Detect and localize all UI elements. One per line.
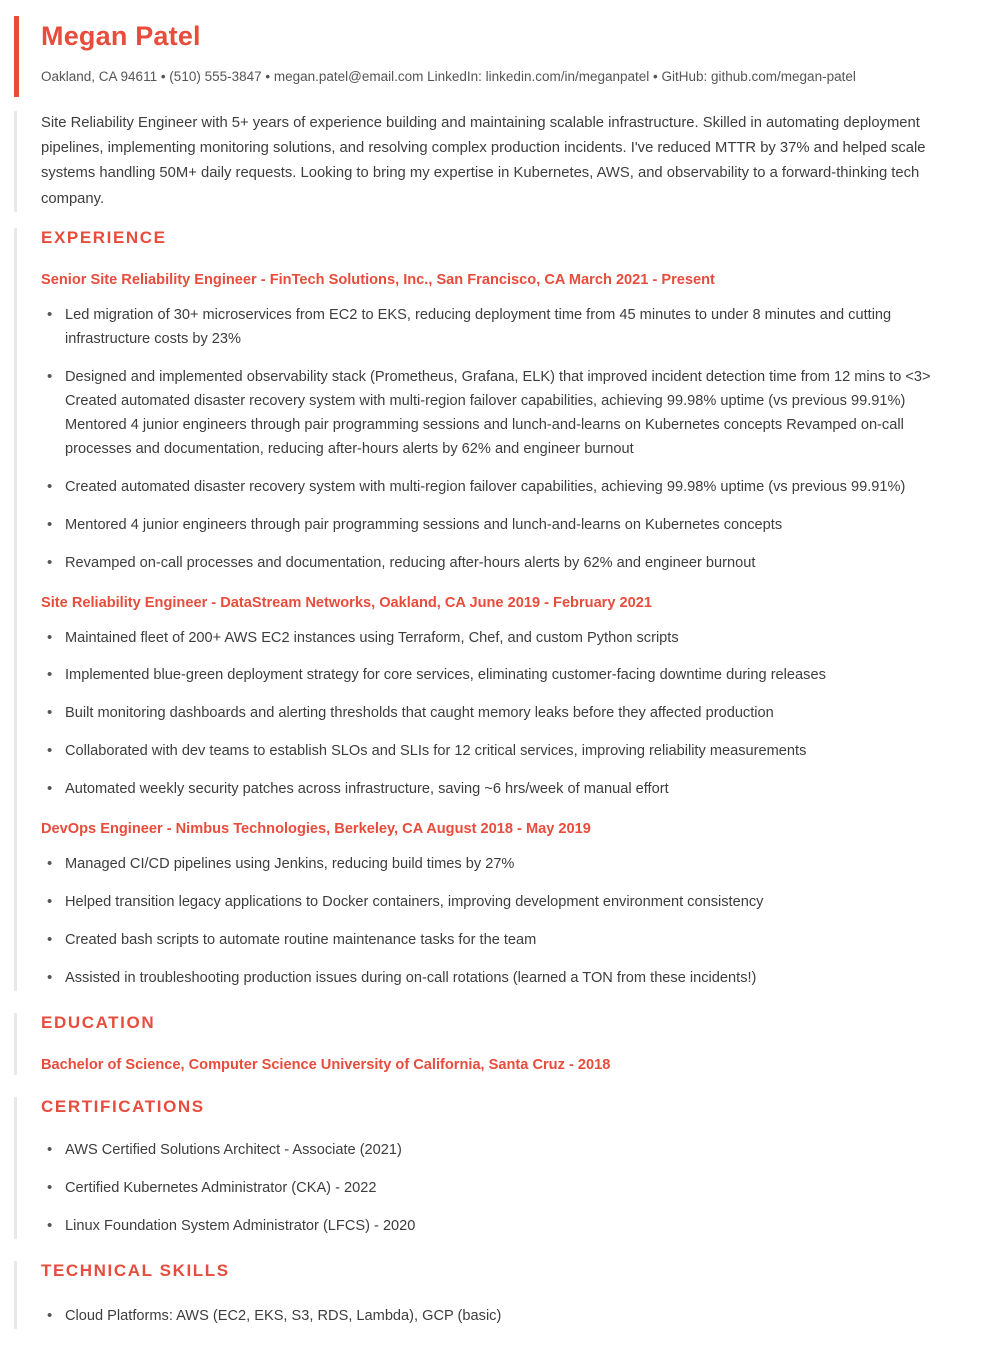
job-bullet-list — [41, 853, 965, 991]
job-heading: DevOps Engineer - Nimbus Technologies, Berkeley, CA August 2018 - May 2019 — [41, 821, 591, 838]
job-bullet: • Created bash scripts to automate routine maintenance tasks for the team — [41, 929, 965, 953]
certification-item: • Certified Kubernetes Administrator (CKA) - 2022 — [41, 1177, 965, 1201]
section-title-technical-skills: TECHNICAL SKILLS — [41, 1261, 230, 1281]
section-title-certifications: CERTIFICATIONS — [41, 1097, 205, 1117]
job-bullet: • Mentored 4 junior engineers through pair programming sessions and lunch-and-learns on Kubernetes concepts — [41, 514, 965, 538]
section-title-education: EDUCATION — [41, 1012, 156, 1032]
certification-list — [41, 1139, 965, 1239]
job-bullet: • Managed CI/CD pipelines using Jenkins, reducing build times by 27% — [41, 853, 965, 877]
summary-text: Site Reliability Engineer with 5+ years of experience building and maintaining scalable infrastructure. Skilled in automating deployment pipelines, implementing monitoring solutions, and resolving complex production incidents. I've reduced MTTR by 37% and helped scale systems handling 50M+ daily requests. Looking to bring my expertise in Kubernetes, AWS, and observability to a forward-thinking tech company. — [41, 114, 926, 207]
job-heading: Senior Site Reliability Engineer - FinTech Solutions, Inc., San Francisco, CA March 2021 - Present — [41, 272, 715, 289]
education-section — [14, 1013, 965, 1075]
certification-item: • AWS Certified Solutions Architect - Associate (2021) — [41, 1139, 965, 1163]
summary-section — [14, 111, 965, 213]
job-bullet: • Designed and implemented observability stack (Prometheus, Grafana, ELK) that improved incident detection time from 12 mins to <3> Created automated disaster recovery system with multi-region failover capabilities, achieving 99.98% uptime (vs previous 99.91%) Mentored 4 junior engineers through pair programming sessions and lunch-and-learns on Kubernetes concepts Revamped on-call processes and documentation, reducing after-hours alerts by 62% and engineer burnout — [41, 366, 965, 462]
job-bullet: • Created automated disaster recovery system with multi-region failover capabilities, achieving 99.98% uptime (vs previous 99.91%) — [41, 476, 965, 500]
job-heading: Site Reliability Engineer - DataStream Networks, Oakland, CA June 2019 - February 2021 — [41, 594, 652, 611]
job-bullet: • Built monitoring dashboards and alerting thresholds that caught memory leaks before they affected production — [41, 702, 965, 726]
job-bullet: • Maintained fleet of 200+ AWS EC2 instances using Terraform, Chef, and custom Python scripts — [41, 627, 965, 651]
education-entry: Bachelor of Science, Computer Science University of California, Santa Cruz - 2018 — [41, 1056, 611, 1073]
job-bullet: • Led migration of 30+ microservices from EC2 to EKS, reducing deployment time from 45 minutes to under 8 minutes and cutting infrastructure costs by 23% — [41, 304, 965, 352]
candidate-name: Megan Patel — [41, 21, 201, 51]
experience-entry — [41, 820, 965, 991]
experience-entry — [41, 594, 965, 803]
section-title-experience: EXPERIENCE — [41, 228, 167, 248]
skills-list — [41, 1305, 965, 1329]
job-bullet: • Automated weekly security patches across infrastructure, saving ~6 hrs/week of manual effort — [41, 778, 965, 802]
job-bullet: • Collaborated with dev teams to establish SLOs and SLIs for 12 critical services, improving reliability measurements — [41, 740, 965, 764]
job-bullet: • Implemented blue-green deployment strategy for core services, eliminating customer-facing downtime during releases — [41, 664, 965, 688]
experience-section — [14, 228, 965, 991]
resume-header — [14, 16, 965, 97]
contact-line: Oakland, CA 94611 • (510) 555-3847 • megan.patel@email.com LinkedIn: linkedin.com/in/meganpatel • GitHub: github.com/megan-patel — [41, 68, 856, 84]
job-bullet: • Revamped on-call processes and documentation, reducing after-hours alerts by 62% and engineer burnout — [41, 552, 965, 576]
certification-item: • Linux Foundation System Administrator (LFCS) - 2020 — [41, 1215, 965, 1239]
certifications-section — [14, 1097, 965, 1239]
technical-skills-section — [14, 1261, 965, 1329]
job-bullet: • Assisted in troubleshooting production issues during on-call rotations (learned a TON from these incidents!) — [41, 967, 965, 991]
job-bullet: • Helped transition legacy applications to Docker containers, improving development environment consistency — [41, 891, 965, 915]
experience-entry — [41, 271, 965, 575]
job-bullet-list — [41, 304, 965, 575]
job-bullet-list — [41, 627, 965, 803]
skill-item: • Cloud Platforms: AWS (EC2, EKS, S3, RDS, Lambda), GCP (basic) — [41, 1305, 965, 1329]
